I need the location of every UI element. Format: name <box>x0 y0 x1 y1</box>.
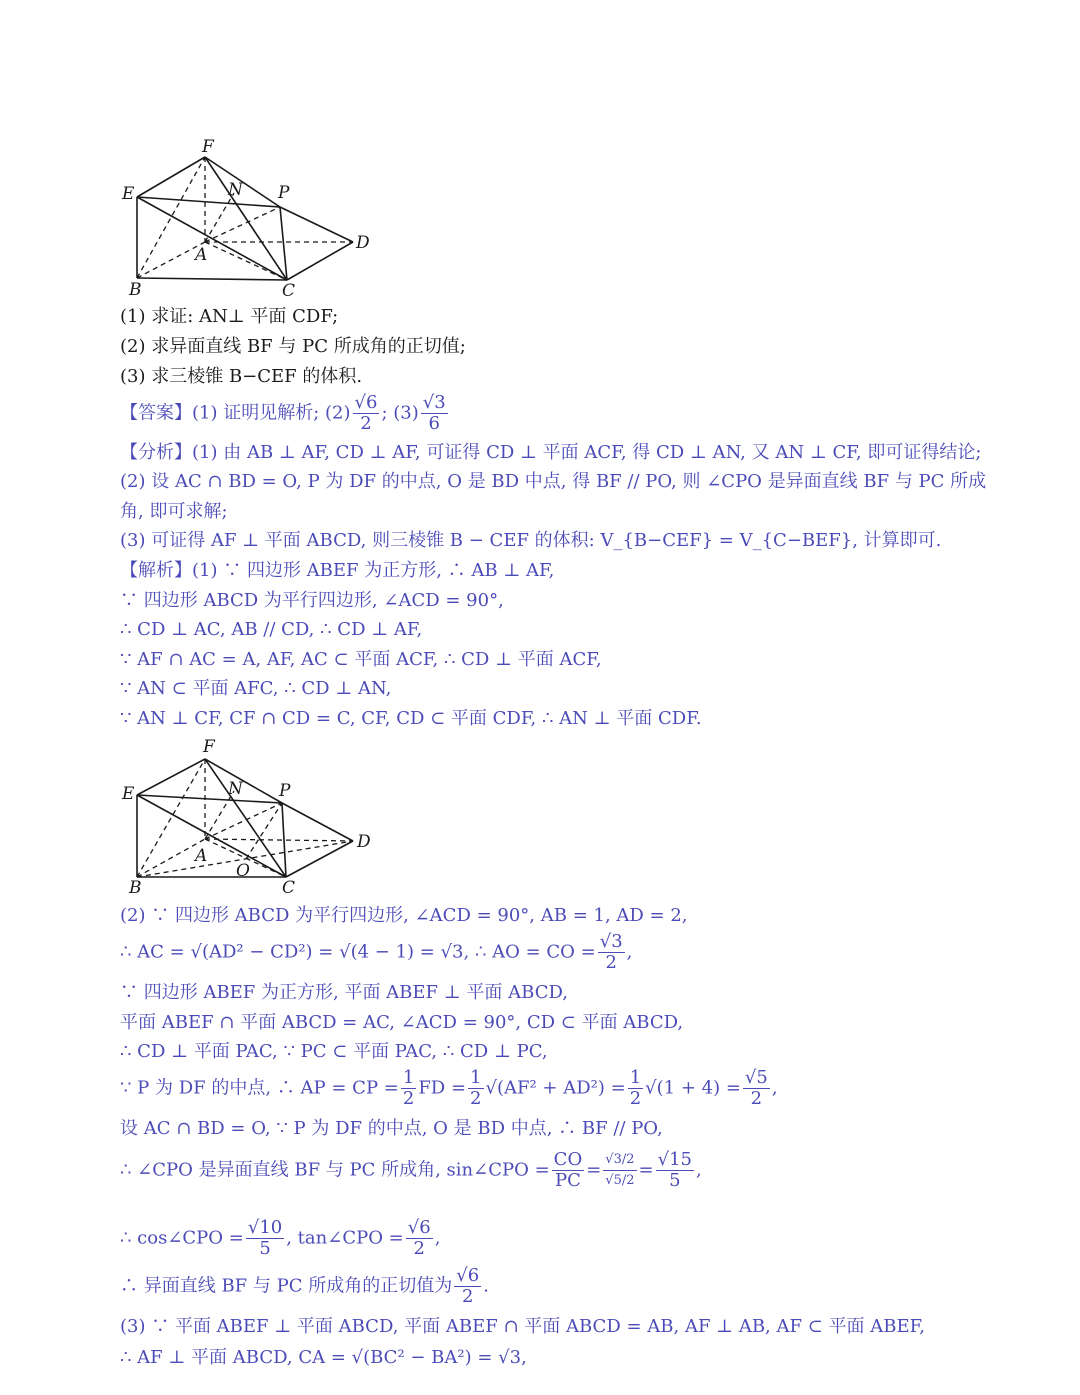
label-O: O <box>236 861 250 881</box>
solution-line-1: 【解析】(1) ∵ 四边形 ABEF 为正方形, ∴ AB ⊥ AF, <box>120 560 555 581</box>
solution-line-4: ∵ AF ∩ AC = A, AF, AC ⊂ 平面 ACF, ∴ CD ⊥ 平面 ACF, <box>120 649 602 670</box>
question-1: (1) 求证: AN⊥ 平面 CDF; <box>120 306 339 327</box>
solution-line-6: ∵ AN ⊥ CF, CF ∩ CD = C, CF, CD ⊂ 平面 CDF, ∴ AN ⊥ 平面 CDF. <box>120 708 702 729</box>
edge-PD <box>280 207 353 242</box>
solution-2-line-8: ∴ ∠CPO 是异面直线 BF 与 PC 所成角, sin∠CPO = $\frac{CO}{PC}$ = $\frac{√3/2}{√5/2}$ = $\frac{√15}{5}$ , <box>120 1149 702 1191</box>
analysis-line-4: (3) 可证得 AF ⊥ 平面 ABCD, 则三棱锥 B − CEF 的体积: V_{B−CEF} = V_{C−BEF}, 计算即可. <box>120 530 942 551</box>
edge-EF <box>137 759 205 795</box>
label-C: C <box>282 878 296 898</box>
solution-2-line-5: ∴ CD ⊥ 平面 PAC, ∵ PC ⊂ 平面 PAC, ∴ CD ⊥ PC, <box>120 1041 548 1062</box>
answer-fraction-2: $\frac{√3}{6}$ <box>422 392 446 434</box>
solution-line-3: ∴ CD ⊥ AC, AB // CD, ∴ CD ⊥ AF, <box>120 619 423 640</box>
edge-PC <box>282 803 286 877</box>
label-F: F <box>202 137 214 157</box>
label-N: N <box>228 779 243 799</box>
label-B: B <box>129 280 142 300</box>
edge-EP <box>137 197 280 207</box>
edge-CD <box>287 242 353 280</box>
geometry-figure-2 <box>118 735 383 900</box>
answer-fraction-1: $\frac{√6}{2}$ <box>354 392 378 434</box>
label-E: E <box>122 184 135 204</box>
solution-2-line-9: ∴ cos∠CPO = $\frac{√10}{5}$ , tan∠CPO = $\frac{√6}{2}$ , <box>120 1217 441 1259</box>
answer-line: 【答案】(1) 证明见解析; (2) $\frac{√6}{2}$ ; (3) $\frac{√3}{6}$ <box>120 392 446 434</box>
question-3: (3) 求三棱锥 B−CEF 的体积. <box>120 366 363 387</box>
solution-2-line-3: ∵ 四边形 ABEF 为正方形, 平面 ABEF ⊥ 平面 ABCD, <box>120 982 568 1003</box>
edge-CD <box>286 841 353 877</box>
label-B: B <box>129 878 142 898</box>
edge-FP <box>205 759 282 803</box>
edge-BC <box>137 278 287 280</box>
analysis-line-2: (2) 设 AC ∩ BD = O, P 为 DF 的中点, O 是 BD 中点, 得 BF // PO, 则 ∠CPO 是异面直线 BF 与 PC 所成 <box>120 471 987 492</box>
label-C: C <box>282 281 296 300</box>
edge-PC <box>280 207 287 280</box>
label-A: A <box>195 245 208 265</box>
label-N: N <box>228 180 243 200</box>
edge-EF <box>137 157 205 197</box>
label-E: E <box>122 784 135 804</box>
solution-2-line-2: ∴ AC = √(AD² − CD²) = √(4 − 1) = √3, ∴ AO = CO = $\frac{√3}{2}$ , <box>120 931 633 973</box>
solution-3-line-1: (3) ∵ 平面 ABEF ⊥ 平面 ABCD, 平面 ABEF ∩ 平面 ABCD = AB, AF ⊥ AB, AF ⊂ 平面 ABEF, <box>120 1316 925 1337</box>
edge-EP <box>137 795 282 803</box>
solution-2-line-6: ∵ P 为 DF 的中点, ∴ AP = CP = $\frac{1}{2}$ FD = $\frac{1}{2}$ √(AF² + AD²) = $\frac{1}{2}$ √(1 + 4) = $\frac{√5}{2}$ , <box>120 1067 778 1109</box>
label-A: A <box>195 846 208 866</box>
answer-label: 【答案】 <box>120 402 192 424</box>
solution-line-2: ∵ 四边形 ABCD 为平行四边形, ∠ACD = 90°, <box>120 590 504 611</box>
label-D: D <box>356 233 370 253</box>
solution-2-line-10: ∴ 异面直线 BF 与 PC 所成角的正切值为 $\frac{√6}{2}$ . <box>120 1265 489 1307</box>
solution-2-line-4: 平面 ABEF ∩ 平面 ABCD = AC, ∠ACD = 90°, CD ⊂ 平面 ABCD, <box>120 1012 684 1033</box>
solution-line-5: ∵ AN ⊂ 平面 AFC, ∴ CD ⊥ AN, <box>120 678 392 699</box>
label-P: P <box>278 183 290 203</box>
solution-2-line-1: (2) ∵ 四边形 ABCD 为平行四边形, ∠ACD = 90°, AB = 1, AD = 2, <box>120 905 688 926</box>
label-D: D <box>357 832 371 852</box>
label-F: F <box>203 737 215 757</box>
solution-3-line-2: ∴ AF ⊥ 平面 ABCD, CA = √(BC² − BA²) = √3, <box>120 1347 527 1368</box>
edge-AD <box>205 839 353 841</box>
geometry-figure-1 <box>118 135 378 300</box>
solution-2-line-7: 设 AC ∩ BD = O, ∵ P 为 DF 的中点, O 是 BD 中点, ∴ BF // PO, <box>120 1118 663 1139</box>
analysis-line-3: 角, 即可求解; <box>120 501 228 522</box>
edge-AN <box>205 193 234 242</box>
question-2: (2) 求异面直线 BF 与 PC 所成角的正切值; <box>120 336 466 357</box>
analysis-line-1: 【分析】(1) 由 AB ⊥ AF, CD ⊥ AF, 可证得 CD ⊥ 平面 ACF, 得 CD ⊥ AN, 又 AN ⊥ CF, 即可证得结论; <box>120 442 982 463</box>
label-P: P <box>279 781 291 801</box>
edge-PD <box>282 803 353 841</box>
